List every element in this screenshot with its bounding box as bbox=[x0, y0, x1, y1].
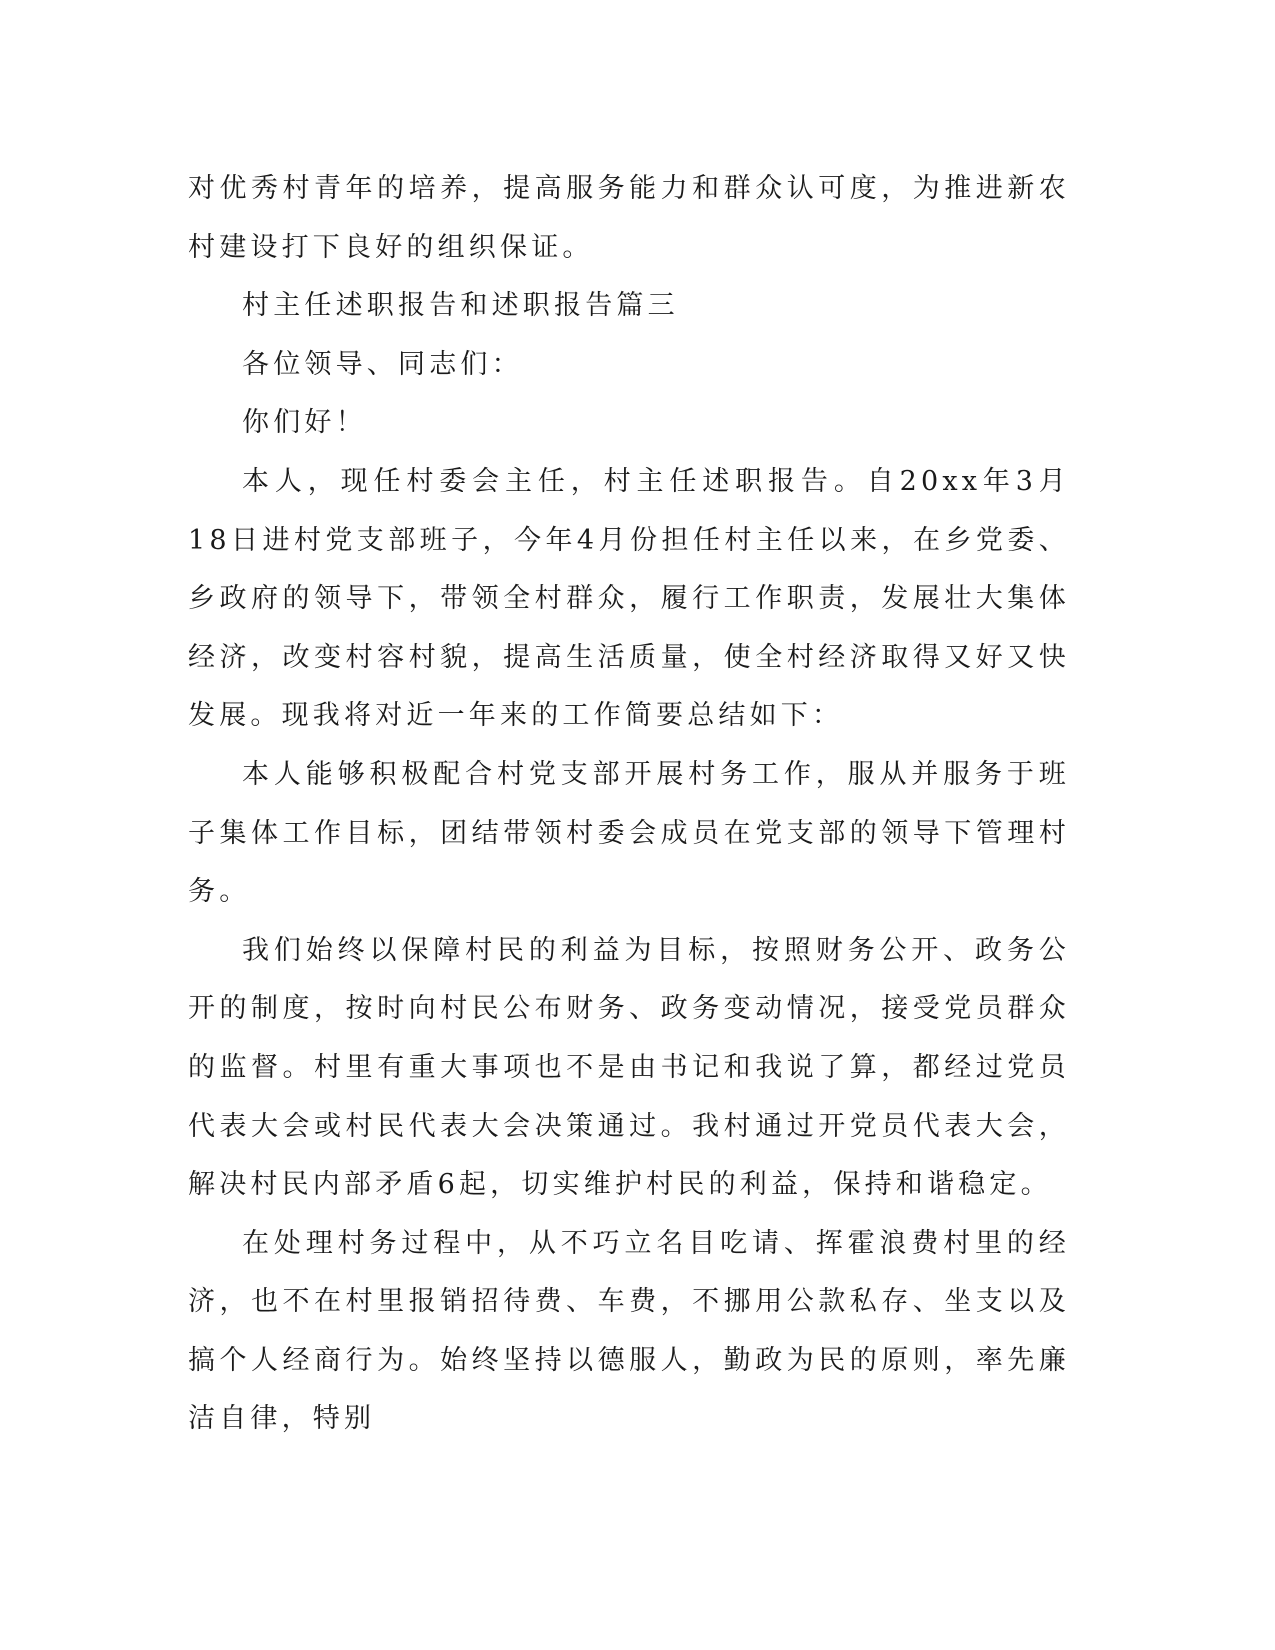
paragraph-cooperation: 本人能够积极配合村党支部开展村务工作，服从并服务于班子集体工作目标，团结带领村委会成员在党支部的领导下管理村务。 bbox=[188, 758, 1070, 908]
paragraph-introduction: 本人，现任村委会主任，村主任述职报告。自20xx年3月18日进村党支部班子，今年4月份担任村主任以来，在乡党委、乡政府的领导下，带领全村群众，履行工作职责，发展壮大集体经济，改变村容村貌，提高生活质量，使全村经济取得又好又快发展。现我将对近一年来的工作简要总结如下： bbox=[188, 465, 1070, 732]
paragraph-transparency: 我们始终以保障村民的利益为目标，按照财务公开、政务公开的制度，按时向村民公布财务、政务变动情况，接受党员群众的监督。村里有重大事项也不是由书记和我说了算，都经过党员代表大会或村民代表大会决策通过。我村通过开党员代表大会，解决村民内部矛盾6起，切实维护村民的利益，保持和谐稳定。 bbox=[188, 934, 1070, 1201]
document-body bbox=[188, 160, 1070, 1449]
paragraph-integrity: 在处理村务过程中，从不巧立名目吃请、挥霍浪费村里的经济，也不在村里报销招待费、车费，不挪用公款私存、坐支以及搞个人经商行为。始终坚持以德服人，勤政为民的原则，率先廉洁自律，特别 bbox=[188, 1227, 1070, 1435]
section-heading: 村主任述职报告和述职报告篇三 bbox=[242, 290, 679, 322]
paragraph-continuation: 对优秀村青年的培养，提高服务能力和群众认可度，为推进新农村建设打下良好的组织保证。 bbox=[188, 173, 1070, 263]
greeting: 你们好！ bbox=[242, 407, 367, 439]
salutation: 各位领导、同志们： bbox=[242, 348, 523, 380]
